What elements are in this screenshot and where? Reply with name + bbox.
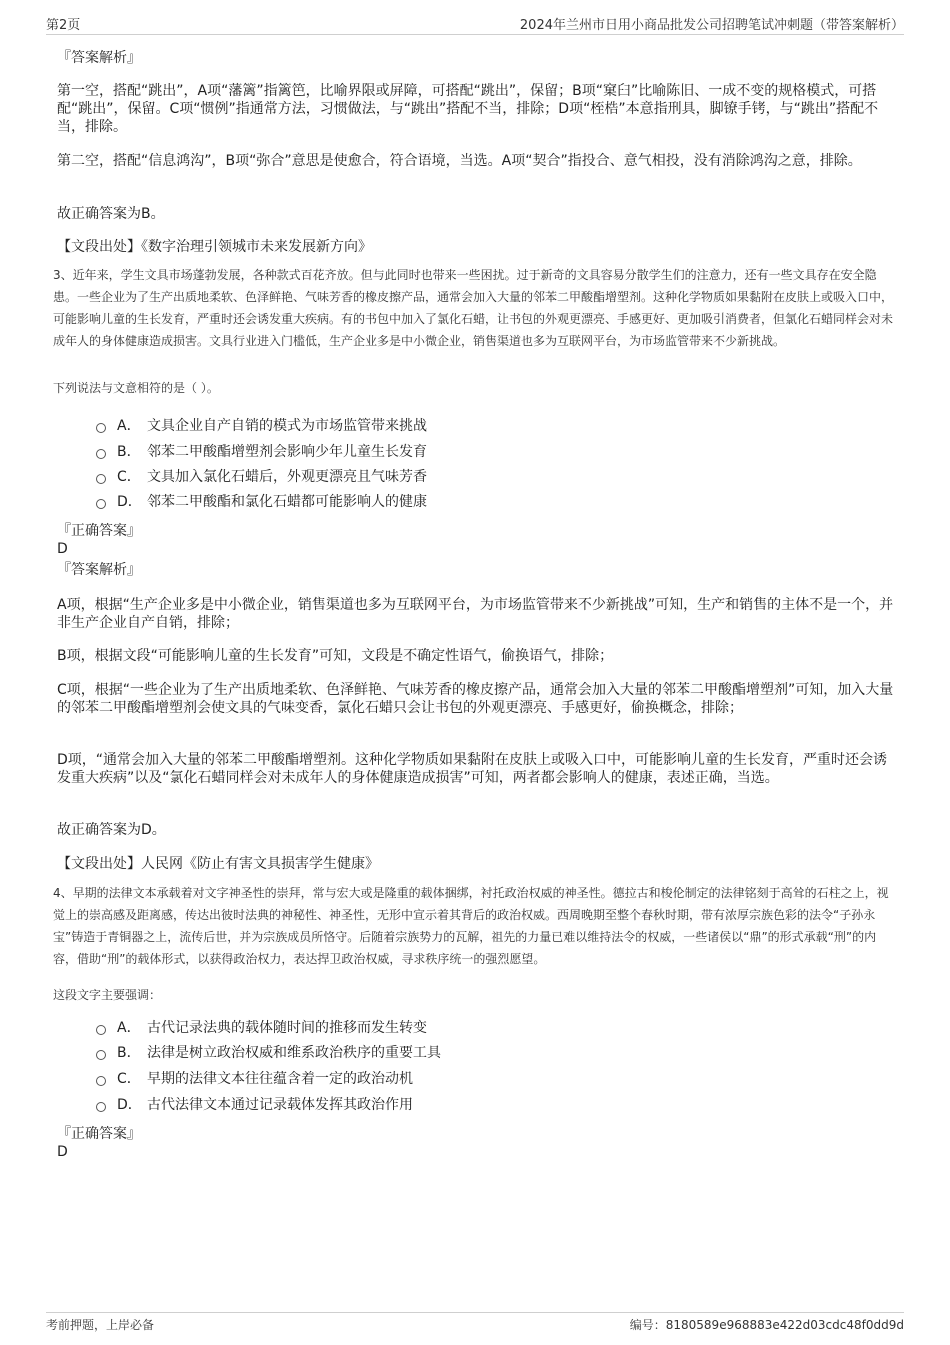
option-c[interactable]: C． 早期的法律文本往往蕴含着一定的政治动机 [96,1070,413,1088]
radio-icon[interactable] [96,1025,106,1035]
analysis-label: 『答案解析』 [57,50,141,66]
conclusion: 故正确答案为B。 [57,206,165,222]
analysis-paragraph: C项，根据“一些企业为了生产出质地柔软、色泽鲜艳、气味芳香的橡皮擦产品，通常会加入大量的邻苯二甲酸酯增塑剂”可知，加入大量的邻苯二甲酸酯增塑剂会使文具的气味变香，氯化石蜡只会让书包的外观更漂亮、手感更好，偷换概念，排除； [57,682,894,716]
option-a[interactable]: A． 文具企业自产自销的模式为市场监管带来挑战 [96,417,427,435]
radio-icon[interactable] [96,474,106,484]
option-a[interactable]: A． 古代记录法典的载体随时间的推移而发生转变 [96,1019,427,1037]
option-d[interactable]: D． 古代法律文本通过记录载体发挥其政治作用 [96,1096,413,1114]
page-footer [46,1312,904,1335]
answer-value: D [57,541,68,557]
conclusion: 故正确答案为D。 [57,822,166,838]
source: 【文段出处】人民网《防止有害文具损害学生健康》 [57,856,379,872]
footer-slogan: 考前押题，上岸必备 [46,1318,155,1332]
document-id: 编号：8180589e968883e422d03cdc48f0dd9d [629,1318,904,1332]
analysis-paragraph: B项，根据文段“可能影响儿童的生长发育”可知，文段是不确定性语气，偷换语气，排除； [57,648,614,664]
answer-label: 『正确答案』 [57,523,141,539]
analysis-paragraph: 第二空，搭配“信息鸿沟”，B项“弥合”意思是使愈合，符合语境，当选。A项“契合”指投合、意气相投，没有消除鸿沟之意，排除。 [57,153,862,169]
radio-icon[interactable] [96,499,106,509]
question-prompt: 下列说法与文意相符的是（ ）。 [53,381,219,395]
page-number: 第2页 [46,18,81,33]
option-b[interactable]: B． 法律是树立政治权威和维系政治秩序的重要工具 [96,1044,441,1062]
radio-icon[interactable] [96,423,106,433]
radio-icon[interactable] [96,1076,106,1086]
document-title: 2024年兰州市日用小商品批发公司招聘笔试冲刺题（带答案解析） [519,18,904,33]
option-c[interactable]: C． 文具加入氯化石蜡后，外观更漂亮且气味芳香 [96,468,427,486]
question-passage: 3、近年来，学生文具市场蓬勃发展，各种款式百花齐放。但与此同时也带来一些困扰。过于新奇的文具容易分散学生们的注意力，还有一些文具存在安全隐患。一些企业为了生产出质地柔软、色泽鲜艳、气味芳香的橡皮擦产品，通常会加入大量的邻苯二甲酸酯增塑剂。这种化学物质如果黏附在皮肤上或吸入口中，可能影响儿童的生长发育，严重时还会诱发重大疾病。有的书包中加入了氯化石蜡，让书包的外观更漂亮、手感更好、更加吸引消费者，但氯化石蜡同样会对未成年人的身体健康造成损害。文具行业进入门槛低，生产企业多是中小微企业，销售渠道也多为互联网平台，为市场监管带来不少新挑战。 [53,268,894,348]
source: 【文段出处】《数字治理引领城市未来发展新方向》 [57,239,372,255]
radio-icon[interactable] [96,449,106,459]
answer-label: 『正确答案』 [57,1126,141,1142]
analysis-paragraph: D项，“通常会加入大量的邻苯二甲酸酯增塑剂。这种化学物质如果黏附在皮肤上或吸入口中，可能影响儿童的生长发育，严重时还会诱发重大疾病”以及“氯化石蜡同样会对未成年人的身体健康造成损害”可知，两者都会影响人的健康，表述正确，当选。 [57,752,888,786]
radio-icon[interactable] [96,1050,106,1060]
analysis-paragraph: 第一空，搭配“跳出”，A项“藩篱”指篱笆，比喻界限或屏障，可搭配“跳出”，保留；B项“窠臼”比喻陈旧、一成不变的规格模式，可搭配“跳出”，保留。C项“惯例”指通常方法，习惯做法，与“跳出”搭配不当，排除；D项“桎梏”本意指刑具，脚镣手铐，与“跳出”搭配不当，排除。 [57,83,879,135]
radio-icon[interactable] [96,1102,106,1112]
question-passage: 4、早期的法律文本承载着对文字神圣性的崇拜，常与宏大或是隆重的载体捆绑，衬托政治权威的神圣性。德拉古和梭伦制定的法律铭刻于高耸的石柱之上，视觉上的崇高感及距离感，传达出彼时法典的神秘性、神圣性，无形中宣示着其背后的政治权威。西周晚期至整个春秋时期，带有浓厚宗族色彩的法令“子孙永宝”铸造于青铜器之上，流传后世，并为宗族成员所恪守。后随着宗族势力的瓦解，祖先的力量已难以维持法令的权威，一些诸侯以“鼎”的形式承载“刑”的内容，借助“刑”的载体形式，以获得政治权力，表达捍卫政治权威，寻求秩序统一的强烈愿望。 [53,886,889,966]
question-prompt: 这段文字主要强调： [53,988,162,1002]
option-d[interactable]: D． 邻苯二甲酸酯和氯化石蜡都可能影响人的健康 [96,493,427,511]
option-b[interactable]: B． 邻苯二甲酸酯增塑剂会影响少年儿童生长发育 [96,443,427,461]
page-header [46,14,904,35]
analysis-paragraph: A项，根据“生产企业多是中小微企业，销售渠道也多为互联网平台，为市场监管带来不少新挑战”可知，生产和销售的主体不是一个，并非生产企业自产自销，排除； [57,597,894,631]
answer-value: D [57,1144,68,1160]
analysis-label: 『答案解析』 [57,562,141,578]
